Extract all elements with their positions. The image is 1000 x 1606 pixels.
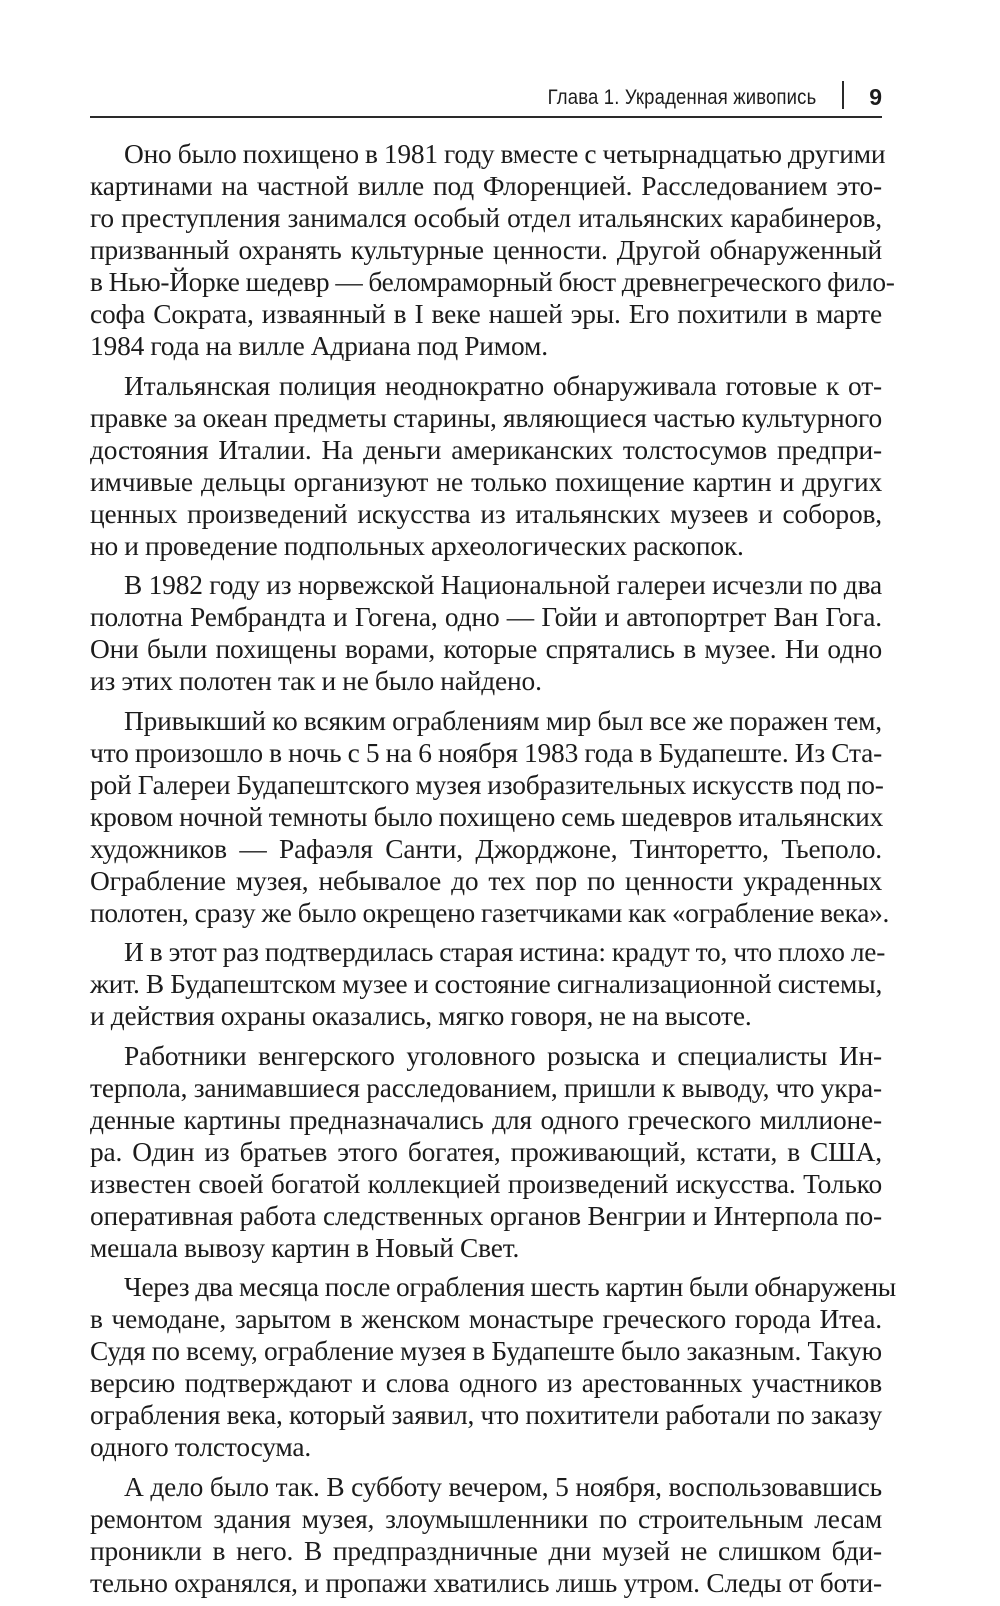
text-line: Итальянская полиция неоднократно обнаруживала готовые к от-: [124, 370, 882, 401]
paragraph: [90, 138, 895, 362]
text-line: тельно охранялся, и пропажи хватились лишь утром. Следы от боти-: [90, 1567, 882, 1598]
text-line: софа Сократа, изваянный в I веке нашей эры. Его похитили в марте: [90, 299, 882, 329]
body-text: [90, 138, 896, 1606]
text-line: Работники венгерского уголовного розыска и специалисты Ин-: [124, 1040, 882, 1071]
text-line: что произошло в ночь с 5 на 6 ноября 1983 года в Будапеште. Из Ста-: [90, 737, 883, 768]
text-line: ценных произведений искусства из итальянских музеев и соборов,: [90, 498, 882, 529]
text-line: жит. В Будапештском музее и состояние сигнализационной системы,: [90, 969, 883, 999]
text-line: но и проведение подпольных археологических раскопок.: [90, 530, 744, 561]
paragraph: [90, 569, 882, 697]
running-head: [90, 76, 882, 118]
text-line: Привыкший ко всяким ограблениям мир был все же поражен тем,: [124, 705, 882, 736]
text-line: го преступления занимался особый отдел итальянских карабинеров,: [90, 203, 882, 233]
paragraph: [90, 705, 890, 929]
text-line: Через два месяца после ограбления шесть картин были обнаружены: [124, 1272, 896, 1302]
text-line: художников — Рафаэля Санти, Джорджоне, Тинторетто, Тьеполо.: [90, 833, 882, 864]
text-line: и действия охраны оказались, мягко говоря, не на высоте.: [90, 1001, 752, 1031]
text-line: правке за океан предметы старины, являющиеся частью культурного: [90, 402, 882, 433]
text-line: терпола, занимавшиеся расследованием, пришли к выводу, что укра-: [90, 1072, 882, 1103]
text-line: И в этот раз подтвердилась старая истина: крадут то, что плохо ле-: [124, 937, 886, 967]
text-line: ра. Один из братьев этого богатея, проживающий, кстати, в США,: [90, 1136, 882, 1167]
text-line: полотен, сразу же было окрещено газетчиками как «ограбление века».: [90, 897, 890, 928]
text-line: Судя по всему, ограбление музея в Будапеште было заказным. Такую: [90, 1336, 882, 1366]
text-line: призванный охранять культурные ценности. Другой обнаруженный: [90, 235, 882, 265]
text-line: проникли в него. В предпраздничные дни музей не слишком бди-: [90, 1535, 882, 1566]
text-line: 1984 года на вилле Адриана под Римом.: [90, 331, 548, 361]
text-line: денные картины предназначались для одного греческого миллионе-: [90, 1104, 882, 1135]
text-line: в Нью-Йорке шедевр — беломраморный бюст древнегреческого фило-: [90, 267, 895, 297]
paragraph: [90, 1471, 882, 1599]
text-line: мешала вывозу картин в Новый Свет.: [90, 1232, 520, 1263]
text-line: в чемодане, зарытом в женском монастыре греческого города Итеа.: [90, 1304, 882, 1334]
text-line: Они были похищены ворами, которые спрятались в музее. Ни одно: [90, 634, 882, 664]
text-line: Ограбление музея, небывалое до тех пор по ценности украденных: [90, 865, 882, 896]
text-line: кровом ночной темноты было похищено семь шедевров итальянских: [90, 801, 884, 832]
chapter-title: Глава 1. Украденная живопись: [547, 86, 816, 109]
text-line: рой Галереи Будапештского музея изобразительных искусств под по-: [90, 769, 884, 800]
text-line: из этих полотен так и не было найдено.: [90, 666, 542, 696]
text-line: оперативная работа следственных органов Венгрии и Интерпола по-: [90, 1200, 882, 1231]
text-line: полотна Рембрандта и Гогена, одно — Гойи и автопортрет Ван Гога.: [90, 602, 882, 632]
text-line: картинами на частной вилле под Флоренцией. Расследованием это-: [90, 171, 882, 201]
text-line: В 1982 году из норвежской Национальной галереи исчезли по два: [124, 570, 882, 600]
text-line: известен своей богатой коллекцией произведений искусства. Только: [90, 1168, 882, 1199]
page-number: 9: [869, 84, 882, 110]
paragraph: [90, 370, 882, 562]
paragraph: [90, 1271, 896, 1463]
paragraph: [90, 936, 886, 1032]
text-line: имчивые дельцы организуют не только похищение картин и других: [90, 466, 882, 497]
text-line: ремонтом здания музея, злоумышленники по строительным лесам: [90, 1503, 882, 1534]
text-line: ограбления века, который заявил, что похитители работали по заказу: [90, 1400, 882, 1430]
text-line: версию подтверждают и слова одного из арестованных участников: [90, 1368, 882, 1398]
paragraph: [90, 1040, 882, 1264]
text-line: Оно было похищено в 1981 году вместе с четырнадцатью другими: [124, 139, 886, 169]
text-line: достояния Италии. На деньги американских толстосумов предпри-: [90, 434, 882, 465]
header-divider: [842, 81, 844, 109]
text-line: А дело было так. В субботу вечером, 5 ноября, воспользовавшись: [124, 1471, 882, 1502]
text-line: одного толстосума.: [90, 1432, 312, 1462]
